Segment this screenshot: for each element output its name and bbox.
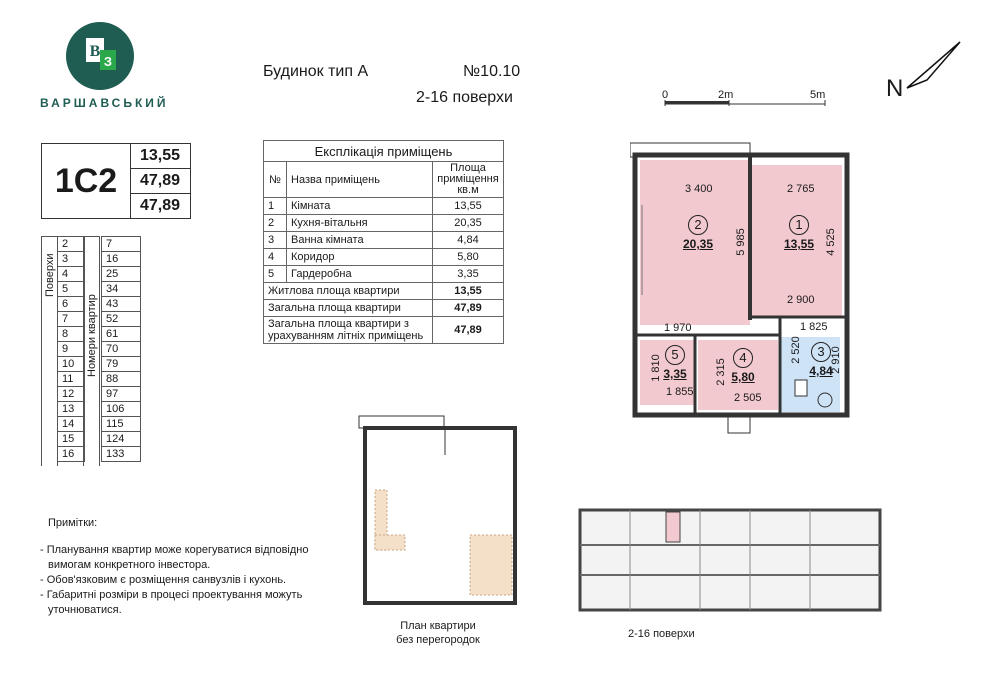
total-area-summer-value: 47,89	[139, 197, 181, 214]
room-area: 20,35	[433, 215, 504, 232]
room-number-circle: 1	[789, 215, 809, 235]
room-area-label: 5,80	[731, 370, 755, 384]
room-name: Кухня-вітальня	[287, 215, 433, 232]
floor-cell: 2	[58, 237, 85, 252]
apartment-number-cell: 61	[102, 327, 141, 342]
plan-number: №10.10	[463, 63, 521, 80]
north-arrow-icon	[905, 38, 965, 98]
dim-label: 5 985	[734, 228, 747, 256]
floor-row	[58, 447, 141, 462]
floor-row	[58, 282, 141, 297]
total-area: 47,89	[433, 300, 504, 317]
room-name: Кімната	[287, 198, 433, 215]
floors-header: Поверхи	[43, 253, 56, 297]
dim-label: 2 315	[714, 358, 727, 386]
note-line: - Обов'язковим є розміщення санвузлів і кухонь.	[40, 574, 287, 586]
dim-label: 2 505	[734, 392, 762, 404]
room-label	[660, 345, 690, 381]
floor-plan-caption: 2-16 поверхи	[628, 628, 695, 640]
dim-label: 4 525	[824, 228, 837, 256]
apartment-summary	[41, 143, 191, 219]
floor-cell: 14	[58, 417, 85, 432]
floor-row	[58, 327, 141, 342]
floor-range: 2-16 поверхи	[416, 89, 513, 106]
empty-plan-caption-2: без перегородок	[396, 634, 480, 646]
floor-cell: 10	[58, 357, 85, 372]
col-area-header: Площа приміщення кв.м	[433, 162, 504, 198]
total-name: Загальна площа квартири з урахуванням літніх приміщень	[264, 317, 433, 344]
room-number-circle: 3	[811, 342, 831, 362]
room-number-circle: 5	[665, 345, 685, 365]
living-area-value: 13,55	[130, 144, 190, 169]
col-no-header: №	[264, 162, 287, 198]
note-line: вимогам конкретного інвестора.	[48, 559, 211, 571]
dim-label: 2 900	[787, 294, 815, 306]
note-line: - Габаритні розміри в процесі проектування можуть	[40, 589, 303, 601]
apartment-number-cell: 97	[102, 387, 141, 402]
apartment-number-cell: 16	[102, 252, 141, 267]
room-area-label: 20,35	[683, 237, 714, 251]
explication-row	[264, 215, 504, 232]
dim-label: 1 825	[800, 321, 828, 333]
apartment-number-cell: 124	[102, 432, 141, 447]
apartment-number-cell: 52	[102, 312, 141, 327]
floor-row	[58, 237, 141, 252]
floor-cell: 13	[58, 402, 85, 417]
total-name: Житлова площа квартири	[264, 283, 433, 300]
floor-row	[58, 357, 141, 372]
floor-row	[58, 252, 141, 267]
apartment-plan	[630, 135, 855, 435]
explication-row	[264, 232, 504, 249]
apartment-areas	[130, 144, 190, 218]
floor-cell: 3	[58, 252, 85, 267]
col-name-header: Назва приміщень	[287, 162, 433, 198]
dim-label: 2 765	[787, 183, 815, 195]
room-number: 1	[264, 198, 287, 215]
explication-row	[264, 198, 504, 215]
note-line: - Планування квартир може корегуватися відповідно	[40, 544, 309, 556]
explication-row	[264, 249, 504, 266]
note-line: уточнюватися.	[48, 604, 122, 616]
floor-row	[58, 402, 141, 417]
room-label	[683, 215, 713, 251]
apartment-number-cell: 133	[102, 447, 141, 462]
room-label	[728, 348, 758, 384]
apartment-numbers-header: Номери квартир	[85, 294, 98, 377]
total-area: 13,55	[433, 283, 504, 300]
explication-total-row	[264, 300, 504, 317]
room-area-label: 13,55	[784, 237, 815, 251]
floor-cell: 8	[58, 327, 85, 342]
apartment-number-cell: 25	[102, 267, 141, 282]
notes-title: Примітки:	[48, 517, 98, 529]
floor-row	[58, 417, 141, 432]
scale-label-2m: 2m	[718, 89, 734, 101]
apartment-number-cell: 34	[102, 282, 141, 297]
room-label	[784, 215, 814, 251]
room-name: Гардеробна	[287, 266, 433, 283]
dim-label: 2 910	[829, 346, 842, 374]
room-number-circle: 4	[733, 348, 753, 368]
floors-table	[57, 236, 141, 462]
floor-cell: 11	[58, 372, 85, 387]
apartment-number-cell: 115	[102, 417, 141, 432]
svg-text:В: В	[89, 43, 101, 60]
room-area-label: 4,84	[809, 364, 833, 378]
floor-cell: 15	[58, 432, 85, 447]
room-area: 13,55	[433, 198, 504, 215]
floor-cell: 7	[58, 312, 85, 327]
total-name: Загальна площа квартири	[264, 300, 433, 317]
brand-name: ВАРШАВСЬКИЙ	[40, 96, 169, 110]
total-area-value: 47,89	[130, 169, 190, 194]
floor-cell: 12	[58, 387, 85, 402]
floor-row	[58, 297, 141, 312]
total-area: 47,89	[433, 317, 504, 344]
explication-total-row	[264, 317, 504, 344]
apartment-number-cell: 43	[102, 297, 141, 312]
logo	[64, 20, 136, 92]
room-area: 5,80	[433, 249, 504, 266]
empty-plan-caption-1: План квартири	[400, 620, 476, 632]
apartment-number-cell: 106	[102, 402, 141, 417]
apartment-number-cell: 79	[102, 357, 141, 372]
room-number: 3	[264, 232, 287, 249]
floor-cell: 6	[58, 297, 85, 312]
floor-row	[58, 342, 141, 357]
room-number-circle: 2	[688, 215, 708, 235]
explication-title: Експлікація приміщень	[264, 141, 504, 162]
scale-label-0: 0	[662, 89, 669, 101]
apartment-code: 1С2	[42, 144, 131, 218]
explication-row	[264, 266, 504, 283]
room-name: Коридор	[287, 249, 433, 266]
room-number: 2	[264, 215, 287, 232]
explication-table	[263, 140, 504, 344]
room-number: 5	[264, 266, 287, 283]
floor-cell: 4	[58, 267, 85, 282]
svg-text:З: З	[103, 54, 113, 69]
notes	[40, 516, 308, 618]
apartment-number-cell: 70	[102, 342, 141, 357]
room-area-label: 3,35	[663, 367, 687, 381]
scale-label-5m: 5m	[810, 89, 826, 101]
apartment-number-cell: 7	[102, 237, 141, 252]
floor-cell: 9	[58, 342, 85, 357]
floor-row	[58, 267, 141, 282]
floor-row	[58, 432, 141, 447]
room-label	[806, 342, 836, 378]
floor-cell: 5	[58, 282, 85, 297]
room-name: Ванна кімната	[287, 232, 433, 249]
dim-label: 1 855	[666, 386, 694, 398]
dim-label: 2 520	[789, 336, 802, 364]
apartment-number-cell: 88	[102, 372, 141, 387]
floor-row	[58, 387, 141, 402]
floor-cell: 16	[58, 447, 85, 462]
compass-north-label: N	[886, 75, 904, 102]
empty-apartment-plan	[355, 410, 525, 615]
room-area: 4,84	[433, 232, 504, 249]
room-area: 3,35	[433, 266, 504, 283]
building-type: Будинок тип А	[263, 63, 369, 80]
floor-row	[58, 312, 141, 327]
explication-total-row	[264, 283, 504, 300]
scale-bar	[655, 88, 830, 110]
room-number: 4	[264, 249, 287, 266]
dim-label: 1 810	[649, 354, 662, 382]
dim-label: 1 970	[664, 322, 692, 334]
dim-label: 3 400	[685, 183, 713, 195]
floor-row	[58, 372, 141, 387]
floor-plan	[570, 500, 890, 620]
